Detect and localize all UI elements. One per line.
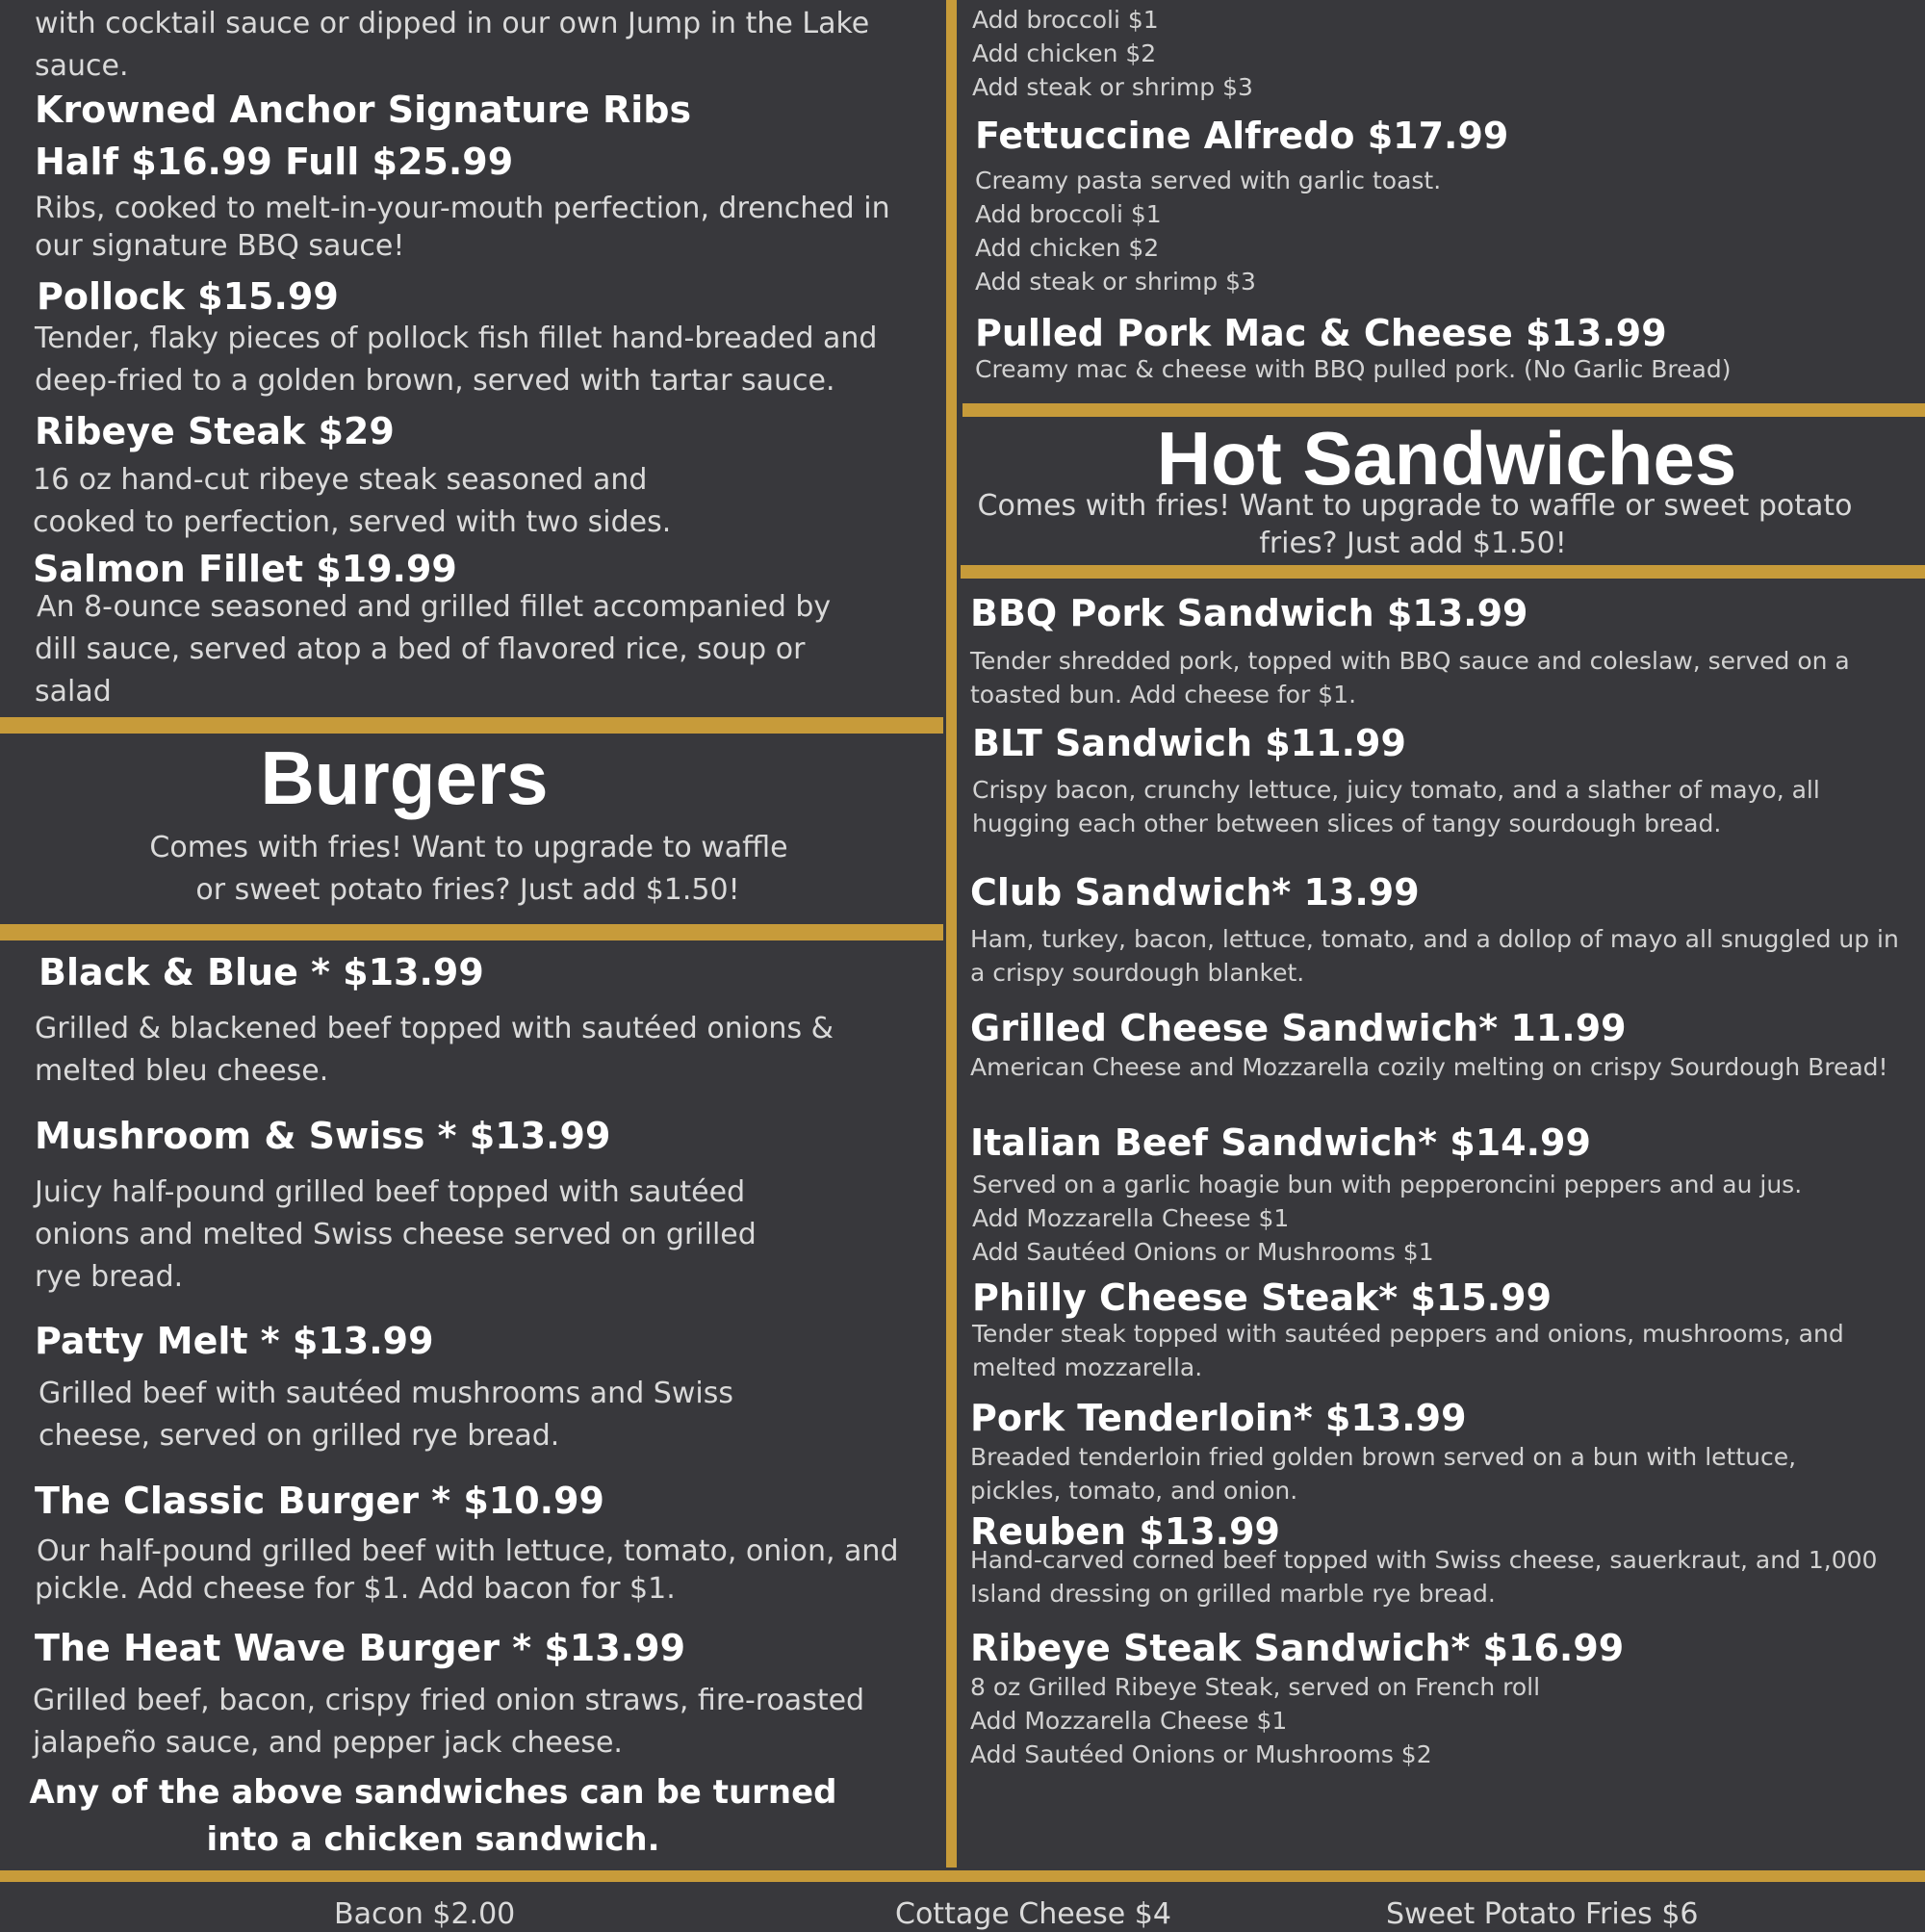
item-description: Juicy half-pound grilled beef topped with sautéed <box>35 1175 746 1209</box>
item-name-mushroom-swiss: Mushroom & Swiss * $13.99 <box>35 1115 611 1157</box>
item-description: Tender steak topped with sautéed peppers and onions, mushrooms, and <box>972 1320 1844 1348</box>
item-name-classic-burger: The Classic Burger * $10.99 <box>35 1480 604 1522</box>
item-description: a crispy sourdough blanket. <box>970 959 1305 987</box>
item-name-pulled-pork-mac: Pulled Pork Mac & Cheese $13.99 <box>975 312 1667 354</box>
right-divider-below-hot <box>961 565 1925 579</box>
item-description: melted mozzarella. <box>972 1353 1203 1381</box>
item-description: jalapeño sauce, and pepper jack cheese. <box>33 1726 623 1760</box>
item-description: Grilled & blackened beef topped with sautéed onions & <box>35 1012 834 1045</box>
item-description: deep-fried to a golden brown, served with tartar sauce. <box>35 364 835 398</box>
item-name-italian-beef: Italian Beef Sandwich* $14.99 <box>970 1121 1591 1164</box>
item-name-heat-wave: The Heat Wave Burger * $13.99 <box>35 1627 686 1669</box>
addon-line: Add Sautéed Onions or Mushrooms $1 <box>972 1238 1434 1266</box>
section-heading-hot-sandwiches: Hot Sandwiches <box>1156 416 1737 501</box>
item-name-philly: Philly Cheese Steak* $15.99 <box>972 1276 1553 1319</box>
addon-line: Add chicken $2 <box>975 234 1160 262</box>
item-description: An 8-ounce seasoned and grilled fillet accompanied by <box>37 590 832 624</box>
item-name-alfredo: Fettuccine Alfredo $17.99 <box>975 115 1509 157</box>
item-name-pork-tenderloin: Pork Tenderloin* $13.99 <box>970 1397 1467 1439</box>
addon-line: Add Sautéed Onions or Mushrooms $2 <box>970 1740 1432 1768</box>
item-description: Creamy pasta served with garlic toast. <box>975 167 1442 194</box>
bottom-divider <box>0 1870 1925 1882</box>
side-item: Cottage Cheese $4 <box>895 1897 1171 1931</box>
item-description: rye bread. <box>35 1260 184 1294</box>
item-description: with cocktail sauce or dipped in our own Jump in the Lake <box>35 7 870 40</box>
item-description: pickles, tomato, and onion. <box>970 1477 1298 1505</box>
section-subheading: or sweet potato fries? Just add $1.50! <box>195 873 740 907</box>
item-description: sauce. <box>35 49 129 83</box>
side-item: Bacon $2.00 <box>334 1897 516 1931</box>
item-description: 8 oz Grilled Ribeye Steak, served on French roll <box>970 1673 1541 1701</box>
addon-line: Add Mozzarella Cheese $1 <box>970 1707 1288 1735</box>
item-description: salad <box>35 675 112 708</box>
item-description: 16 oz hand-cut ribeye steak seasoned and <box>33 463 648 497</box>
section-subheading: Comes with fries! Want to upgrade to waffle <box>149 831 788 864</box>
addon-line: Add chicken $2 <box>972 39 1157 67</box>
left-divider-above-burgers <box>0 717 943 734</box>
item-description: Crispy bacon, crunchy lettuce, juicy tomato, and a slather of mayo, all <box>972 776 1820 804</box>
item-name-pollock: Pollock $15.99 <box>37 275 339 318</box>
side-item: Sweet Potato Fries $6 <box>1386 1897 1699 1931</box>
item-name-salmon: Salmon Fillet $19.99 <box>33 548 457 590</box>
chicken-note: Any of the above sandwiches can be turned <box>29 1773 837 1812</box>
chicken-note: into a chicken sandwich. <box>206 1820 660 1859</box>
item-name-grilled-cheese: Grilled Cheese Sandwich* 11.99 <box>970 1007 1627 1049</box>
item-name-club: Club Sandwich* 13.99 <box>970 871 1420 914</box>
item-description: pickle. Add cheese for $1. Add bacon for $1. <box>35 1572 676 1606</box>
right-divider-above-hot <box>962 403 1925 417</box>
item-price-ribs: Half $16.99 Full $25.99 <box>35 141 514 183</box>
item-description: Breaded tenderloin fried golden brown served on a bun with lettuce, <box>970 1443 1797 1471</box>
item-description: Grilled beef with sautéed mushrooms and Swiss <box>38 1377 733 1410</box>
section-heading-burgers: Burgers <box>260 735 549 820</box>
item-name-bbq-pork: BBQ Pork Sandwich $13.99 <box>970 592 1528 634</box>
item-description: our signature BBQ sauce! <box>35 229 405 263</box>
item-description: hugging each other between slices of tangy sourdough bread. <box>972 810 1722 837</box>
item-name-ribeye: Ribeye Steak $29 <box>35 410 395 452</box>
item-description: Ham, turkey, bacon, lettuce, tomato, and a dollop of mayo all snuggled up in <box>970 925 1899 953</box>
section-subheading: Comes with fries! Want to upgrade to waffle or sweet potato <box>977 489 1853 523</box>
item-name-ribeye-sandwich: Ribeye Steak Sandwich* $16.99 <box>970 1627 1625 1669</box>
item-description: Tender shredded pork, topped with BBQ sauce and coleslaw, served on a <box>970 647 1850 675</box>
addon-line: Add broccoli $1 <box>975 200 1162 228</box>
item-description: American Cheese and Mozzarella cozily melting on crispy Sourdough Bread! <box>970 1053 1888 1081</box>
item-description: Island dressing on grilled marble rye bread. <box>970 1580 1496 1608</box>
addon-line: Add steak or shrimp $3 <box>972 73 1253 101</box>
item-description: melted bleu cheese. <box>35 1054 329 1088</box>
item-description: Grilled beef, bacon, crispy fried onion straws, fire-roasted <box>33 1684 865 1717</box>
item-name-patty-melt: Patty Melt * $13.99 <box>35 1320 434 1362</box>
left-divider-below-burgers <box>0 924 943 940</box>
item-name-reuben: Reuben $13.99 <box>970 1510 1280 1553</box>
item-description: cooked to perfection, served with two sides. <box>33 505 672 539</box>
item-description: Hand-carved corned beef topped with Swiss cheese, sauerkraut, and 1,000 <box>970 1546 1878 1574</box>
item-name-ribs: Krowned Anchor Signature Ribs <box>35 89 692 131</box>
section-subheading: fries? Just add $1.50! <box>1259 527 1567 560</box>
center-vertical-divider <box>946 0 957 1868</box>
item-description: onions and melted Swiss cheese served on grilled <box>35 1218 757 1251</box>
addon-line: Add Mozzarella Cheese $1 <box>972 1204 1290 1232</box>
item-description: Tender, flaky pieces of pollock fish fillet hand-breaded and <box>35 322 878 355</box>
item-description: Creamy mac & cheese with BBQ pulled pork. (No Garlic Bread) <box>975 355 1732 383</box>
item-description: Ribs, cooked to melt-in-your-mouth perfection, drenched in <box>35 192 890 225</box>
item-description: cheese, served on grilled rye bread. <box>38 1419 560 1453</box>
item-description: toasted bun. Add cheese for $1. <box>970 681 1357 708</box>
item-name-black-blue: Black & Blue * $13.99 <box>38 951 484 993</box>
item-description: Our half-pound grilled beef with lettuce, tomato, onion, and <box>37 1534 899 1568</box>
addon-line: Add broccoli $1 <box>972 6 1159 34</box>
item-description: dill sauce, served atop a bed of flavored rice, soup or <box>35 632 806 666</box>
item-description: Served on a garlic hoagie bun with pepperoncini peppers and au jus. <box>972 1171 1803 1198</box>
item-name-blt: BLT Sandwich $11.99 <box>972 722 1406 764</box>
addon-line: Add steak or shrimp $3 <box>975 268 1256 296</box>
